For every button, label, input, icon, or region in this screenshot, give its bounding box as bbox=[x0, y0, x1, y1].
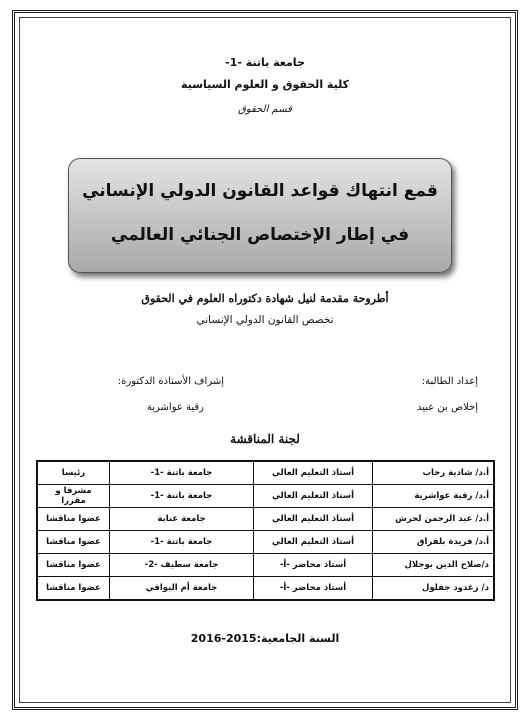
member-university: جامعة باتنة -1- bbox=[110, 531, 254, 554]
member-role: عضوا مناقشا bbox=[37, 577, 110, 601]
thesis-title-line-2: في إطار الإختصاص الجنائي العالمي bbox=[110, 225, 410, 245]
academic-year: السنة الجامعية:2015-2016 bbox=[190, 632, 340, 645]
committee-table bbox=[36, 460, 495, 601]
member-rank: أستاذ محاضر -أ- bbox=[254, 577, 373, 601]
member-name: أ.د/ فريدة بلفراق bbox=[373, 531, 495, 554]
member-name: د/ زغدود جفلول bbox=[373, 577, 495, 601]
member-university: جامعة باتنة -1- bbox=[110, 461, 254, 485]
member-university: جامعة سطيف -2- bbox=[110, 554, 254, 577]
specialty: تخصص القانون الدولي الإنساني bbox=[196, 314, 334, 326]
thesis-title-line-1: قمع انتهاك قواعد القانون الدولي الإنساني bbox=[82, 181, 438, 201]
committee-title: لجنة المناقشة bbox=[230, 432, 300, 446]
member-name: د/صلاح الدين بوجلال bbox=[373, 554, 495, 577]
member-university: جامعة أم البواقي bbox=[110, 577, 254, 601]
table-row bbox=[37, 461, 494, 485]
faculty-name: كلية الحقوق و العلوم السياسية bbox=[181, 78, 349, 91]
table-row bbox=[37, 531, 494, 554]
table-row bbox=[37, 554, 494, 577]
student-name: إخلاص بن عبيد bbox=[416, 402, 478, 413]
table-row bbox=[37, 508, 494, 531]
member-name: أ.د/ عبد الرحمن لحرش bbox=[373, 508, 495, 531]
prepared-by-label: إعداد الطالبة: bbox=[421, 376, 478, 387]
member-role: عضوا مناقشا bbox=[37, 531, 110, 554]
member-name: أ.د/ شادية رحاب bbox=[373, 461, 495, 485]
supervisor-name: رقية عواشرية bbox=[146, 402, 204, 413]
member-rank: أستاذ التعليم العالي bbox=[254, 485, 373, 508]
member-name: أ.د/ رقية عواشرية bbox=[373, 485, 495, 508]
member-role: عضوا مناقشا bbox=[37, 554, 110, 577]
member-role: رئيسا bbox=[37, 461, 110, 485]
supervised-by-label: إشراف الأستاذة الدكتورة: bbox=[117, 376, 224, 387]
member-university: جامعة باتنة -1- bbox=[110, 485, 254, 508]
thesis-title-box bbox=[68, 158, 452, 273]
university-name: جامعة باتنة -1- bbox=[225, 56, 305, 69]
degree-statement: أطروحة مقدمة لنيل شهادة دكتوراه العلوم في الحقوق bbox=[141, 292, 389, 305]
member-rank: أستاذ محاضر -أ- bbox=[254, 554, 373, 577]
member-role: مشرفا و مقررا bbox=[37, 485, 110, 508]
table-row bbox=[37, 577, 494, 601]
member-rank: أستاذ التعليم العالي bbox=[254, 508, 373, 531]
member-rank: أستاذ التعليم العالي bbox=[254, 531, 373, 554]
member-university: جامعة عنابة bbox=[110, 508, 254, 531]
member-role: عضوا مناقشا bbox=[37, 508, 110, 531]
department-name: قسم الحقوق bbox=[238, 104, 292, 115]
table-row bbox=[37, 485, 494, 508]
member-rank: أستاذ التعليم العالي bbox=[254, 461, 373, 485]
